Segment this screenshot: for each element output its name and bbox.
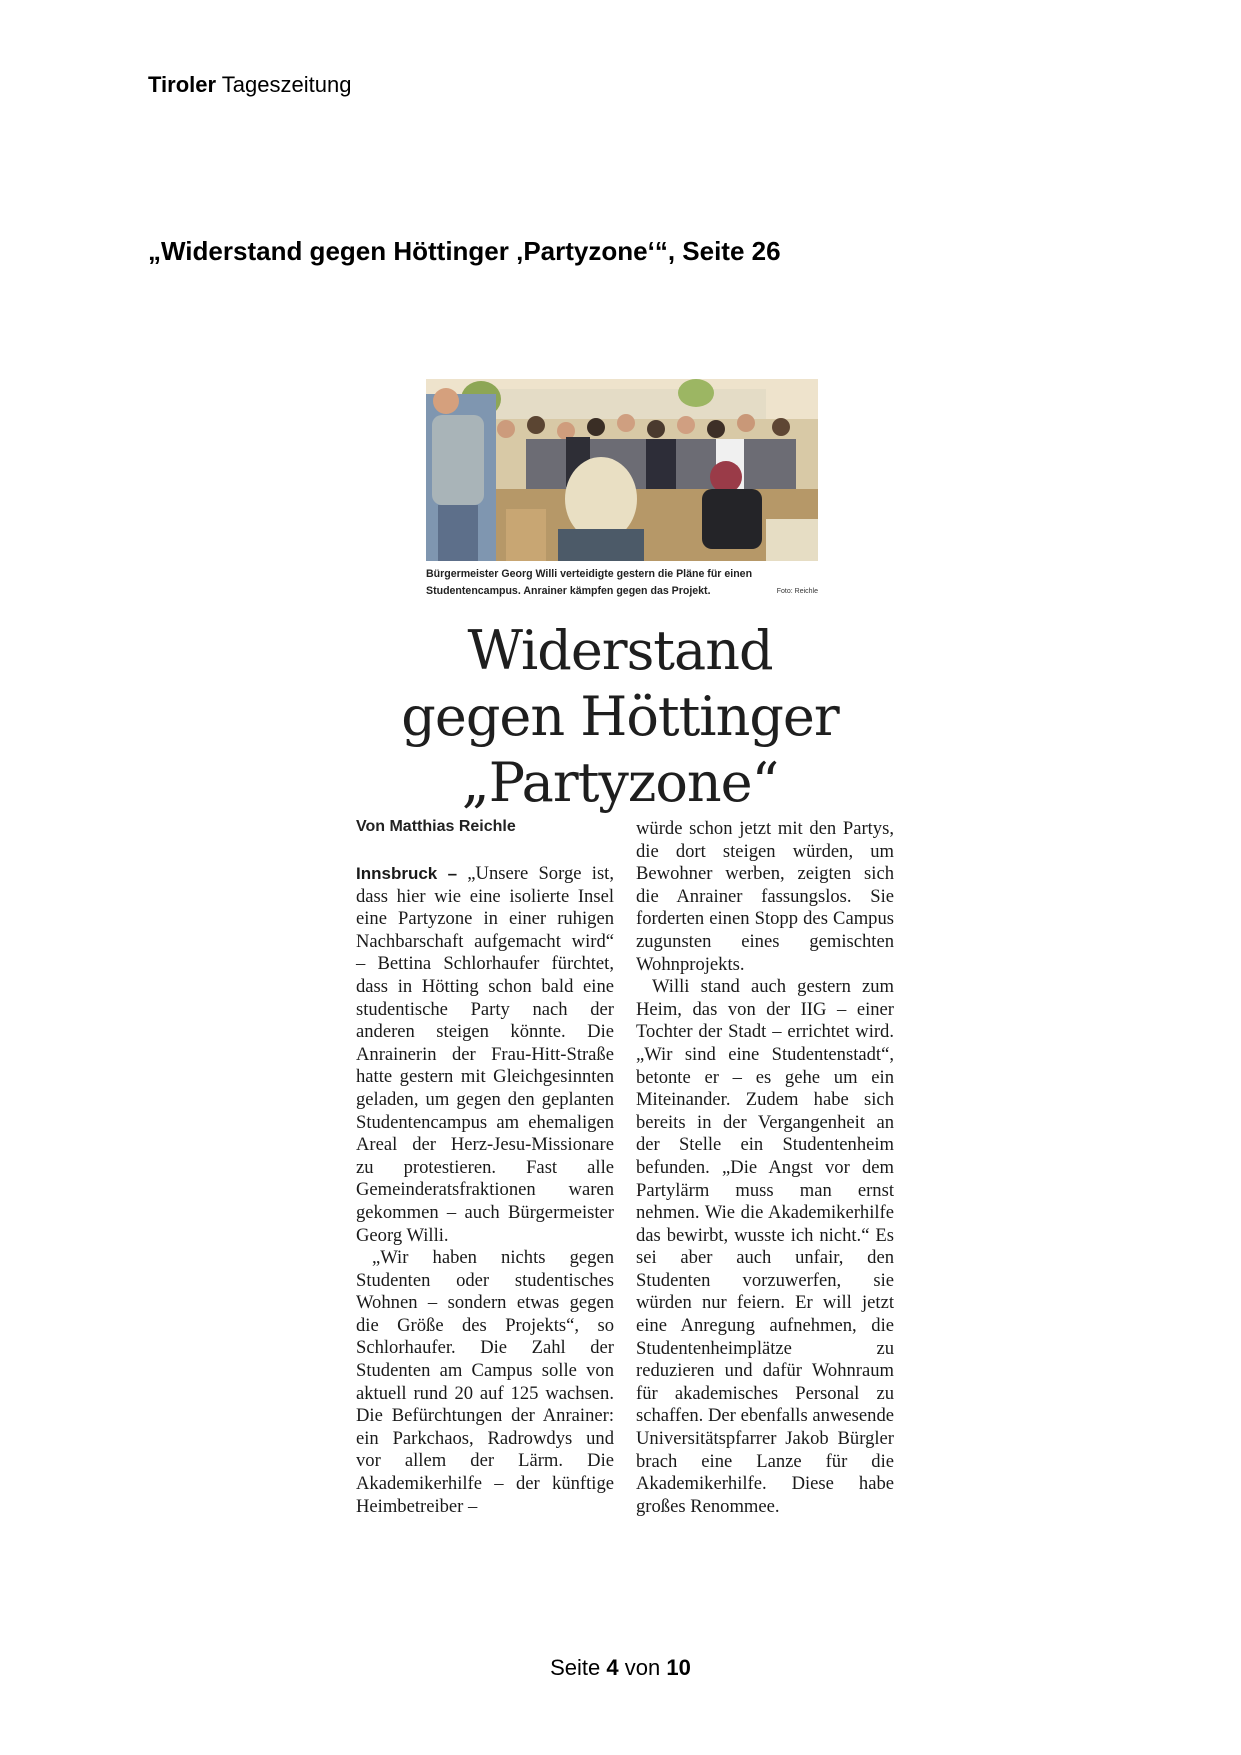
photo-caption-text: Bürgermeister Georg Willi verteidigte gestern die Pläne für einen Studentencampus. Anrainer kämpfen gegen das Projekt.	[426, 568, 753, 597]
publication-name	[148, 72, 351, 98]
audience-photo-illustration	[426, 379, 818, 561]
headline-line-1: Widerstand	[467, 619, 773, 682]
article-paragraph: „Wir haben nichts gegen Studenten oder studentisches Wohnen – sondern etwas gegen die Größe des Projekts“, so Schlorhaufer. Die Zahl der Studenten am Campus solle von aktuell rund 20 auf 125 wachsen. Die Befürchtungen der Anrainer: ein Parkchaos, Radrowdys und vor allem der Lärm. Die Akademikerhilfe – der künftige Heimbetreiber –	[356, 1247, 614, 1517]
total-pages: 10	[666, 1655, 691, 1680]
clip-title: „Widerstand gegen Höttinger ‚Partyzone‘“, Seite 26	[148, 236, 781, 266]
article-paragraph	[356, 863, 614, 1247]
article-headline	[360, 618, 880, 816]
page-of-label: von	[624, 1655, 661, 1680]
publication-name-rest: Tageszeitung	[221, 72, 352, 97]
article-column-left	[356, 863, 614, 1518]
article-photo	[426, 379, 818, 561]
page-number	[0, 1655, 1241, 1681]
photo-credit: Foto: Reichle	[776, 588, 818, 595]
paragraph-text: „Unsere Sorge ist, dass hier wie eine isolierte Insel eine Partyzone in einer ruhigen Nachbarschaft aufgemacht wird“ – Bettina Schlorhaufer fürchtet, dass in Hötting schon bald eine studentische Party nach der anderen steigen könnte. Die Anrainerin der Frau-Hitt-Straße hatte gestern mit Gleichgesinnten geladen, um gegen den geplanten Studentencampus am ehemaligen Areal der Herz-Jesu-Missionare zu protestieren. Fast alle Gemeinderatsfraktionen waren gekommen – auch Bürgermeister Georg Willi.	[356, 863, 614, 1246]
publication-name-bold: Tiroler	[148, 72, 217, 97]
headline-line-2: gegen Höttinger	[401, 685, 839, 748]
article-column-right	[636, 818, 894, 1518]
article-paragraph: würde schon jetzt mit den Partys, die dort steigen würden, um Bewohner werben, zeigten sich die Anrainer fassungslos. Sie forderten einen Stopp des Campus zugunsten eines gemischten Wohnprojekts.	[636, 818, 894, 975]
article-paragraph: Willi stand auch gestern zum Heim, das von der IIG – einer Tochter der Stadt – errichtet wird. „Wir sind eine Studentenstadt“, betonte er – es gehe um ein Miteinander. Zudem habe sich bereits in der Vergangenheit an der Stelle ein Studentenheim befunden. „Die Angst vor dem Partylärm muss man ernst nehmen. Wie die Akademikerhilfe das bewirbt, wusste ich nicht.“ Es sei aber auch unfair, den Studenten vorzuwerfen, sie würden nur feiern. Er will jetzt eine Anregung aufnehmen, die Studentenheimplätze zu reduzieren und dafür Wohnraum für akademisches Personal zu schaffen. Der ebenfalls anwesende Universitätspfarrer Jakob Bürgler brach eine Lanze für die Akademikerhilfe. Diese habe großes Renommee.	[636, 976, 894, 1517]
byline: Von Matthias Reichle	[356, 818, 516, 835]
dateline: Innsbruck –	[356, 864, 458, 883]
page-label: Seite	[550, 1655, 601, 1680]
photo-caption	[426, 566, 818, 600]
headline-line-3: „Partyzone“	[461, 751, 779, 814]
current-page: 4	[606, 1655, 619, 1680]
